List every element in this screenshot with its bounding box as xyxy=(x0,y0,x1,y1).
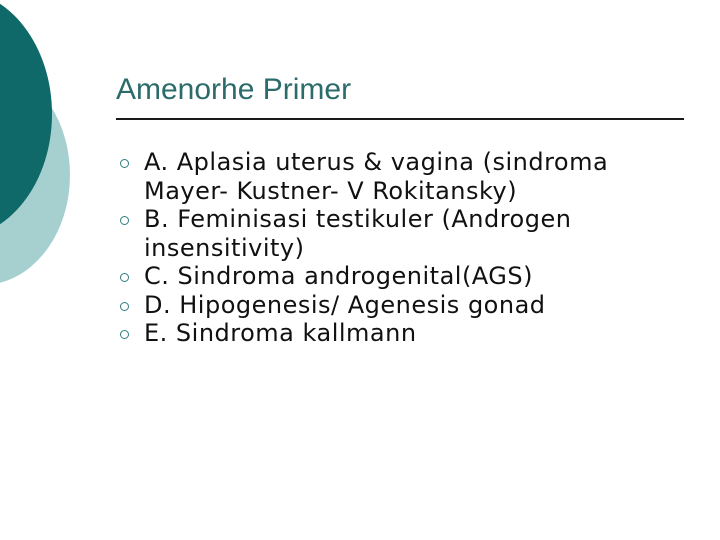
bullet-item-a xyxy=(116,148,676,205)
bullet-icon xyxy=(120,330,129,339)
decorative-circles xyxy=(0,0,90,300)
title-underline xyxy=(116,118,684,120)
bullet-item-b xyxy=(116,205,676,262)
bullet-item-e xyxy=(116,319,676,348)
bullet-icon xyxy=(120,302,129,311)
bullet-icon xyxy=(120,216,129,225)
bullet-icon xyxy=(120,159,129,168)
bullet-item-d xyxy=(116,291,676,320)
bullet-text: D. Hipogenesis/ Agenesis gonad xyxy=(144,290,546,319)
slide-title: Amenorhe Primer xyxy=(116,73,352,106)
bullet-text: E. Sindroma kallmann xyxy=(144,319,417,347)
bullet-list xyxy=(116,148,676,348)
bullet-text: C. Sindroma androgenital(AGS) xyxy=(144,262,533,290)
bullet-text: A. Aplasia uterus & vagina (sindroma Mayer- Kustner- V Rokitansky) xyxy=(144,148,609,205)
bullet-icon xyxy=(120,273,129,282)
bullet-item-c xyxy=(116,262,676,291)
bullet-text: B. Feminisasi testikuler (Androgen insensitivity) xyxy=(144,205,572,262)
